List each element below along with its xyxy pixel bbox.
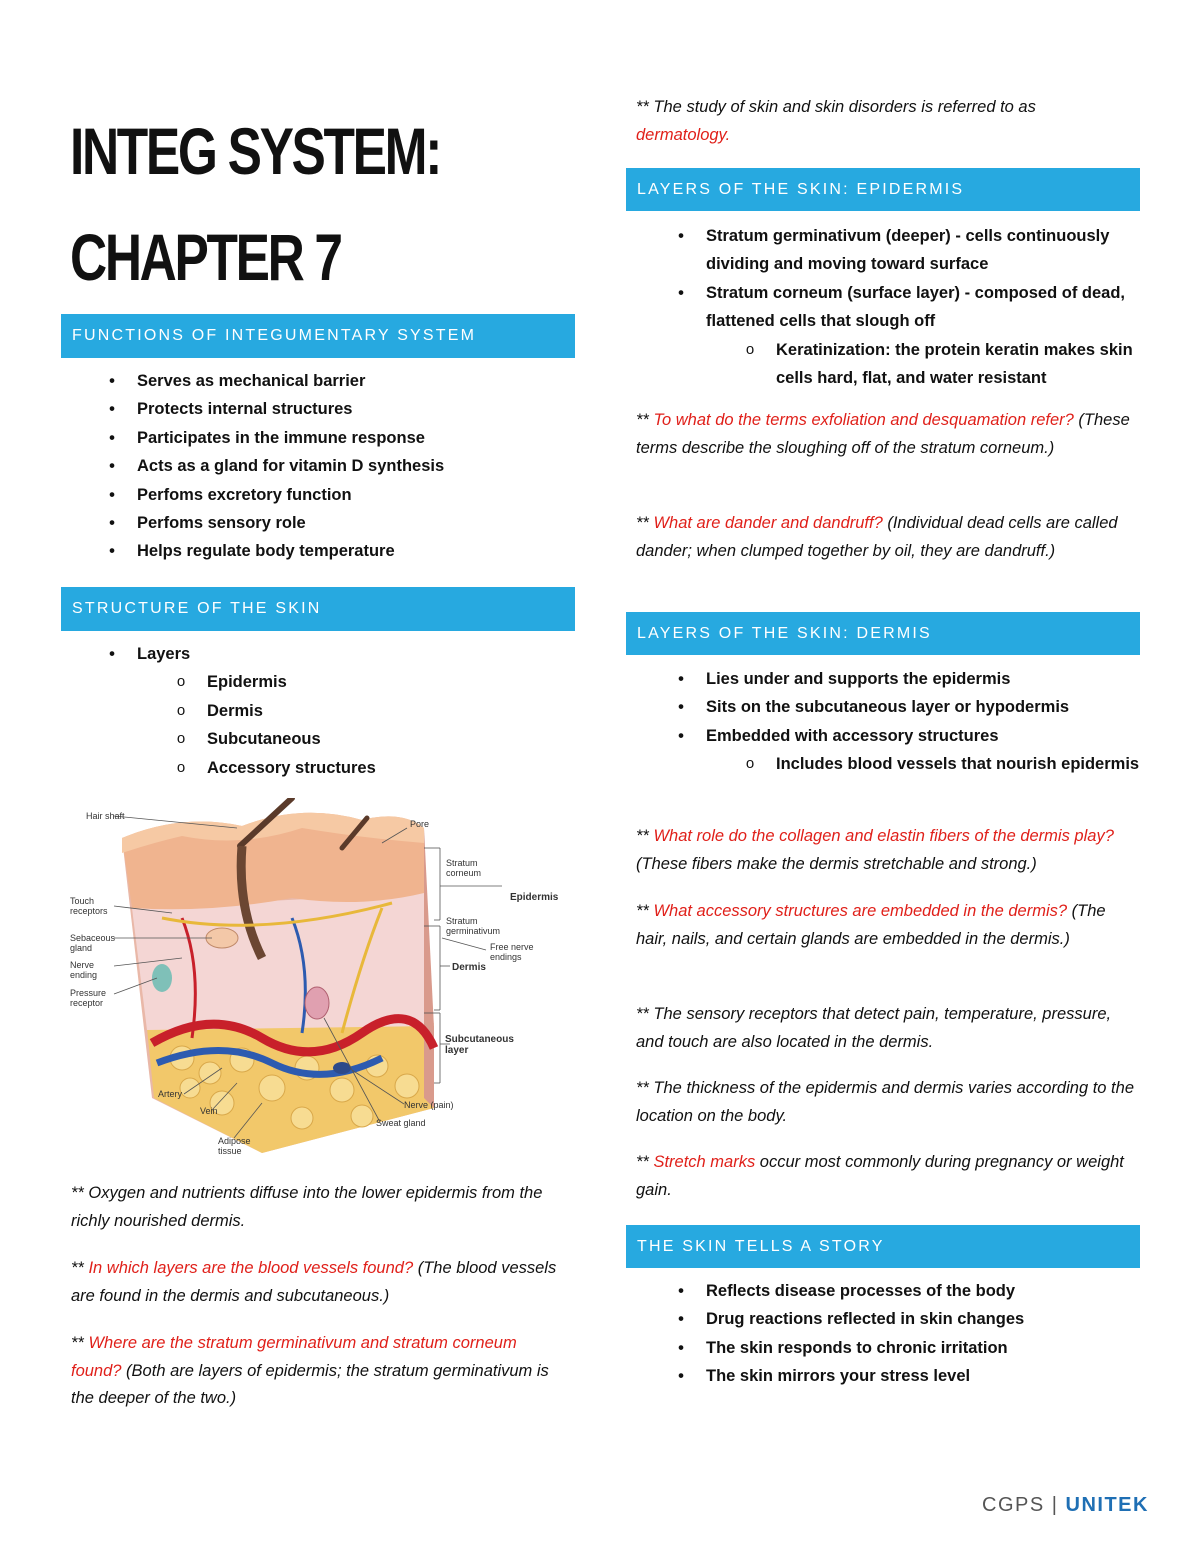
footer-brand bbox=[982, 1494, 1149, 1517]
note-sensory: ** The sensory receptors that detect pain, temperature, pressure, and touch are also located in the dermis. bbox=[636, 1005, 1112, 1051]
label-sebaceous-gland: Sebaceous bbox=[70, 933, 116, 943]
functions-list bbox=[105, 367, 444, 566]
list-item: • Stratum germinativum (deeper) - cells continuously dividing and moving toward surface bbox=[678, 227, 1110, 274]
sub-list-item: o Includes blood vessels that nourish epidermis bbox=[745, 755, 1140, 774]
label-pressure-receptor: Pressure bbox=[70, 988, 107, 998]
svg-text:germinativum: germinativum bbox=[446, 926, 501, 936]
label-free-nerve-endings: Free nerve bbox=[490, 942, 534, 952]
label-hair-shaft: Hair shaft bbox=[86, 811, 125, 821]
sub-list-item: o Dermis bbox=[176, 701, 263, 720]
label-sweat-gland: Sweat gland bbox=[376, 1118, 426, 1128]
footer-separator: | bbox=[1051, 1494, 1059, 1516]
right-face bbox=[424, 828, 434, 1108]
page-title-line-1: INTEG SYSTEM: bbox=[70, 114, 441, 188]
structure-heading: STRUCTURE OF THE SKIN bbox=[61, 587, 575, 631]
label-touch-receptors: Touch bbox=[70, 896, 95, 906]
list-item: • Perfoms sensory role bbox=[109, 514, 306, 533]
label-nerve-pain: Nerve (pain) bbox=[404, 1100, 454, 1110]
svg-text:tissue: tissue bbox=[218, 1146, 242, 1156]
note-collagen: ** What role do the collagen and elastin fibers of the dermis play? (These fibers make the dermis stretchable and strong.) bbox=[636, 827, 1114, 873]
note-accessory: ** What accessory structures are embedded in the dermis? (The hair, nails, and certain glands are embedded in the dermis.) bbox=[636, 902, 1106, 948]
note-thickness: ** The thickness of the epidermis and dermis varies according to the location on the body. bbox=[636, 1079, 1134, 1125]
note-exfoliation: ** To what do the terms exfoliation and desquamation refer? (These terms describe the sloughing off of the stratum corneum.) bbox=[636, 411, 1130, 457]
footer-org: CGPS bbox=[982, 1494, 1045, 1516]
label-dermis: Dermis bbox=[452, 962, 486, 973]
svg-text:ending: ending bbox=[70, 970, 98, 980]
story-list bbox=[674, 1277, 1144, 1391]
list-item: • Participates in the immune response bbox=[109, 428, 425, 447]
list-item: • Helps regulate body temperature bbox=[109, 542, 395, 561]
dermis-layer bbox=[132, 893, 434, 1030]
skin-cross-section-figure bbox=[62, 798, 578, 1160]
list-item: • Protects internal structures bbox=[109, 400, 353, 419]
list-item: • Stratum corneum (surface layer) - composed of dead, flattened cells that slough off bbox=[678, 283, 1126, 331]
note-blood-vessels: ** In which layers are the blood vessels found? (The blood vessels are found in the dermis and subcutaneous.) bbox=[71, 1259, 557, 1305]
label-stratum-corneum: Stratum bbox=[446, 858, 478, 868]
label-subcutaneous-layer: Subcutaneous bbox=[445, 1034, 514, 1045]
note-stratum-location: ** Where are the stratum germinativum and stratum corneum found? (Both are layers of epidermis; the stratum germinativum is the deeper of the two.) bbox=[71, 1334, 549, 1407]
list-item: • Perfoms excretory function bbox=[109, 485, 352, 504]
list-item: • Reflects disease processes of the body bbox=[678, 1282, 1016, 1300]
epidermis-list bbox=[674, 222, 1144, 392]
note-stretch-marks: ** Stretch marks occur most commonly during pregnancy or weight gain. bbox=[636, 1153, 1124, 1199]
svg-text:receptor: receptor bbox=[70, 998, 104, 1008]
sub-list-item: o Epidermis bbox=[176, 673, 287, 692]
functions-heading: FUNCTIONS OF INTEGUMENTARY SYSTEM bbox=[61, 314, 575, 358]
note-dander: ** What are dander and dandruff? (Individual dead cells are called dander; when clumped together by oil, they are dandruff.) bbox=[636, 514, 1118, 560]
list-item: • Sits on the subcutaneous layer or hypodermis bbox=[678, 698, 1070, 717]
list-item: • Layers bbox=[109, 645, 191, 663]
epidermis-heading: LAYERS OF THE SKIN: EPIDERMIS bbox=[626, 168, 1140, 211]
svg-text:receptors: receptors bbox=[70, 906, 108, 916]
label-adipose-tissue: Adipose bbox=[218, 1136, 251, 1146]
note-oxygen: ** Oxygen and nutrients diffuse into the lower epidermis from the richly nourished dermis. bbox=[71, 1184, 543, 1230]
list-item: • Acts as a gland for vitamin D synthesis bbox=[109, 457, 445, 476]
list-item: • The skin mirrors your stress level bbox=[678, 1367, 971, 1386]
list-item: • Embedded with accessory structures bbox=[678, 726, 999, 745]
label-vein: Vein bbox=[200, 1106, 218, 1116]
label-stratum-germinativum: Stratum bbox=[446, 916, 478, 926]
sweat-gland bbox=[305, 987, 329, 1019]
svg-text:corneum: corneum bbox=[446, 868, 482, 878]
list-item: • Drug reactions reflected in skin changes bbox=[678, 1310, 1025, 1329]
list-item: • Lies under and supports the epidermis bbox=[678, 670, 1011, 688]
story-heading: THE SKIN TELLS A STORY bbox=[626, 1225, 1140, 1268]
svg-text:gland: gland bbox=[70, 943, 93, 953]
note-dermatology: ** The study of skin and skin disorders is referred to as dermatology. bbox=[636, 98, 1036, 144]
list-item: • The skin responds to chronic irritation bbox=[678, 1338, 1008, 1357]
pressure-receptor bbox=[152, 964, 172, 992]
dermis-list bbox=[674, 665, 1144, 779]
svg-text:endings: endings bbox=[490, 952, 522, 962]
label-pore: Pore bbox=[410, 819, 430, 829]
list-item: • Serves as mechanical barrier bbox=[109, 372, 366, 390]
sub-list-item: o Keratinization: the protein keratin makes skin cells hard, flat, and water resistant bbox=[745, 340, 1133, 388]
footer-unitek: UNITEK bbox=[1065, 1494, 1149, 1516]
dermis-heading: LAYERS OF THE SKIN: DERMIS bbox=[626, 612, 1140, 655]
sub-list-item: o Subcutaneous bbox=[176, 730, 321, 749]
page-title-line-2: CHAPTER 7 bbox=[70, 220, 341, 294]
structure-list bbox=[105, 640, 376, 782]
label-nerve-ending: Nerve bbox=[70, 960, 95, 970]
svg-text:layer: layer bbox=[445, 1045, 469, 1056]
label-epidermis: Epidermis bbox=[510, 892, 559, 903]
label-artery: Artery bbox=[158, 1089, 183, 1099]
sub-list-item: o Accessory structures bbox=[176, 758, 376, 777]
